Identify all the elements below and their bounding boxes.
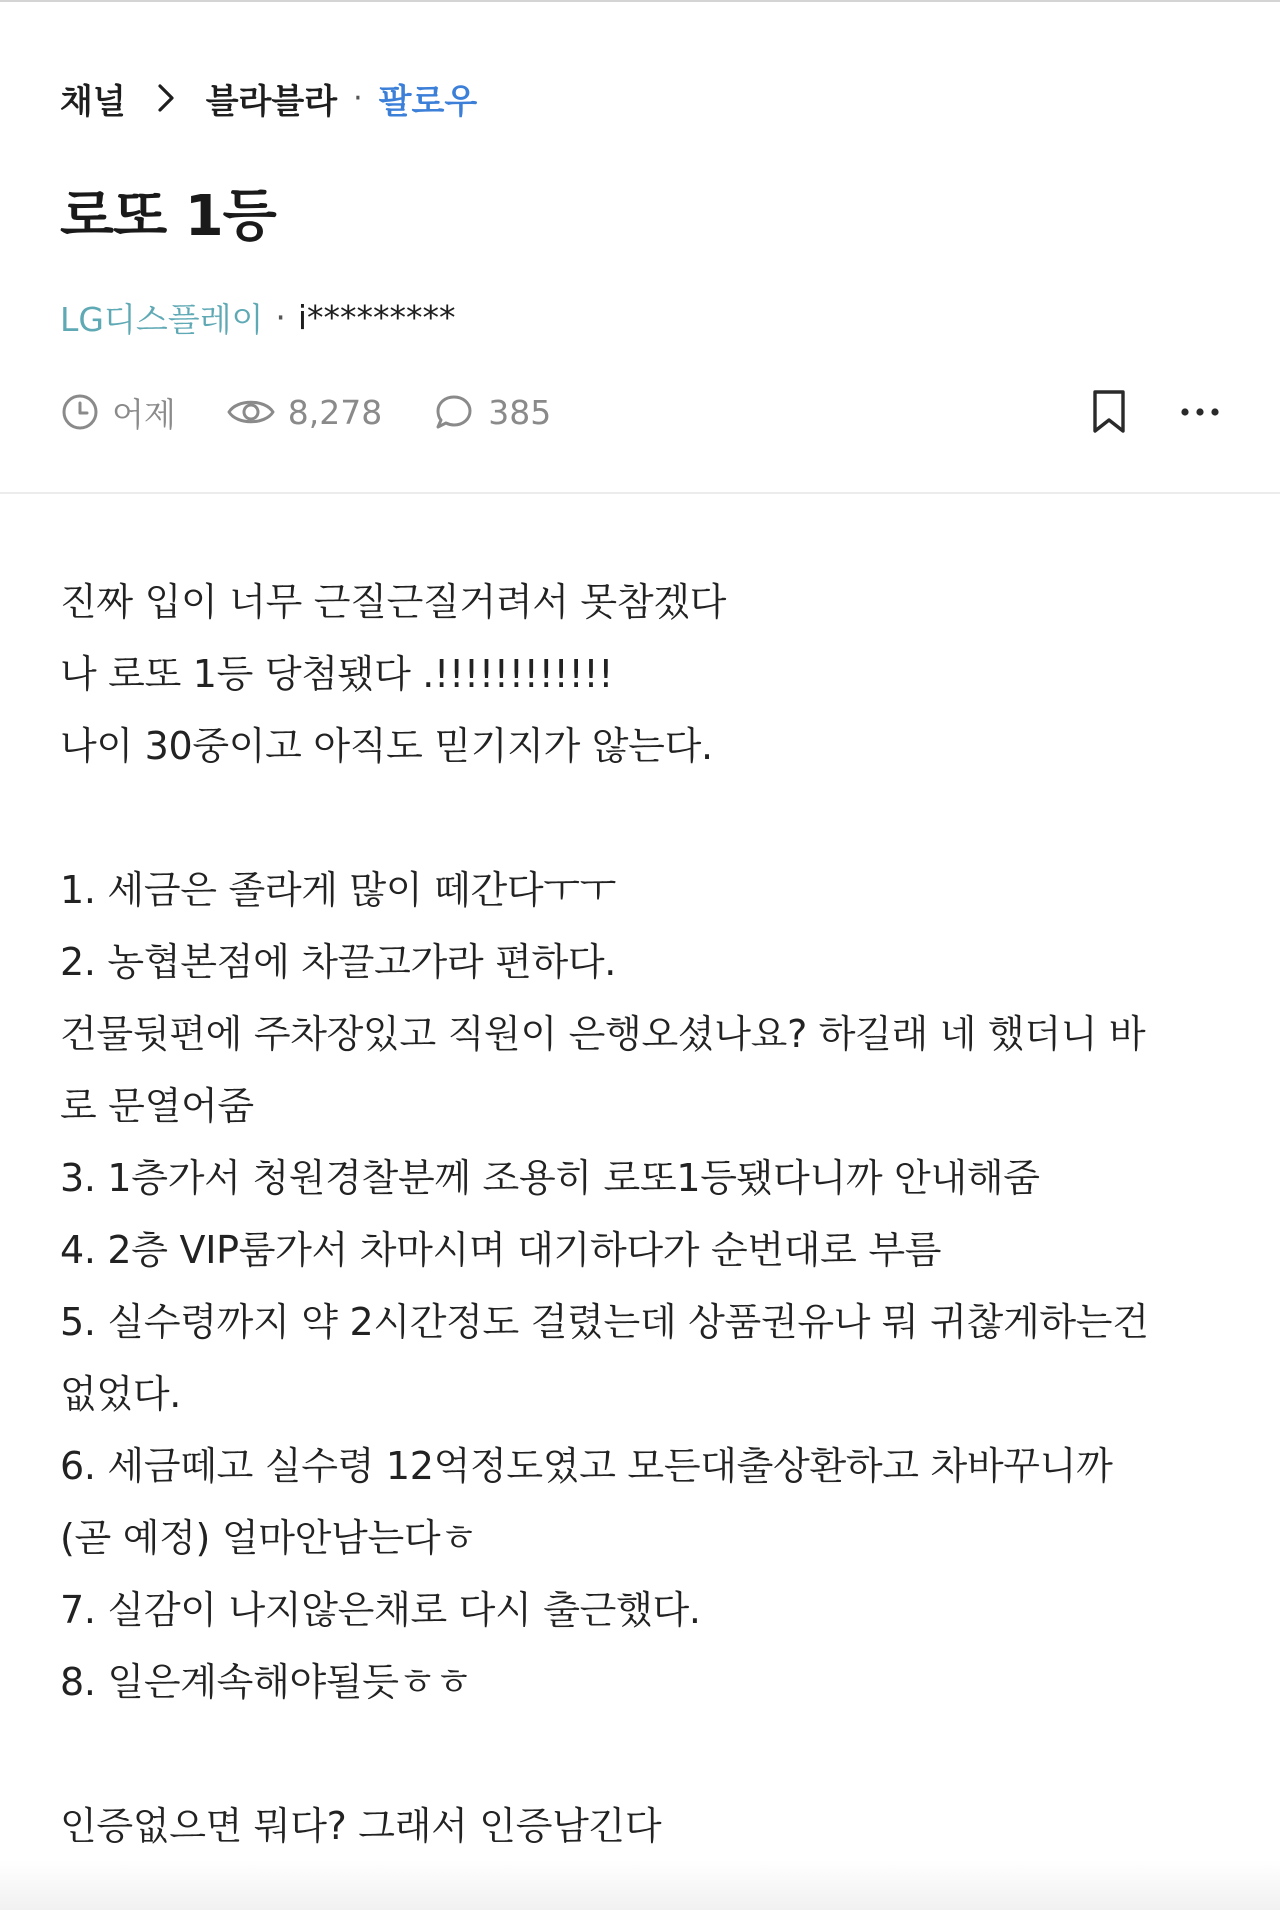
body-line: 3. 1층가서 청원경찰분께 조용히 로또1등됐다니까 안내해줌 bbox=[60, 1156, 1040, 1200]
body-line: 8. 일은계속해야될듯ㅎㅎ bbox=[60, 1660, 472, 1704]
follow-button[interactable]: 팔로우 bbox=[378, 81, 478, 122]
body-line: 7. 실감이 나지않은채로 다시 출근했다. bbox=[60, 1588, 701, 1632]
clock-icon bbox=[60, 392, 100, 432]
body-line: 5. 실수령까지 약 2시간정도 걸렸는데 상품권유나 뭐 귀찮게하는건 bbox=[60, 1300, 1149, 1344]
chevron-right-icon bbox=[156, 83, 176, 113]
body-line: 인증없으면 뭐다? 그래서 인증남긴다 bbox=[60, 1804, 662, 1848]
body-line: 로 문열어줌 bbox=[60, 1084, 254, 1128]
bookmark-button[interactable] bbox=[1090, 389, 1128, 435]
body-line: 1. 세금은 졸라게 많이 떼간다ㅜㅜ bbox=[60, 868, 617, 912]
header-divider bbox=[0, 492, 1280, 494]
post-meta bbox=[60, 386, 601, 438]
post-time-text: 어제 bbox=[112, 394, 176, 434]
post-body bbox=[60, 566, 1220, 1862]
body-line: 진짜 입이 너무 근질근질거려서 못참겠다 bbox=[60, 580, 727, 624]
author-name: i********* bbox=[297, 298, 456, 337]
post-time bbox=[60, 389, 176, 436]
more-dots-icon bbox=[1180, 406, 1220, 418]
post-title: 로또 1등 bbox=[60, 184, 276, 249]
more-options-button[interactable] bbox=[1180, 406, 1220, 418]
post-views-count: 8,278 bbox=[287, 392, 383, 432]
post-comments[interactable] bbox=[432, 392, 551, 432]
post-header bbox=[0, 0, 1280, 492]
body-line: (곧 예정) 얼마안남는다ㅎ bbox=[60, 1516, 477, 1560]
author-separator: · bbox=[275, 298, 286, 337]
body-line: 건물뒷편에 주차장있고 직원이 은행오셨나요? 하길래 네 했더니 바 bbox=[60, 1012, 1146, 1056]
breadcrumb bbox=[60, 72, 477, 124]
breadcrumb-board-link[interactable]: 블라블라 bbox=[205, 81, 338, 122]
breadcrumb-channel-link[interactable]: 채널 bbox=[60, 81, 126, 122]
comment-bubble-icon bbox=[432, 392, 476, 432]
author-line bbox=[60, 294, 456, 341]
post-comments-count: 385 bbox=[488, 392, 552, 432]
breadcrumb-separator: · bbox=[353, 80, 363, 116]
bottom-fade bbox=[0, 1860, 1280, 1910]
body-line: 나이 30중이고 아직도 믿기지가 않는다. bbox=[60, 724, 713, 768]
body-line: 6. 세금떼고 실수령 12억정도였고 모든대출상환하고 차바꾸니까 bbox=[60, 1444, 1113, 1488]
post-views bbox=[226, 392, 382, 432]
body-line: 2. 농협본점에 차끌고가라 편하다. bbox=[60, 940, 617, 984]
body-line: 없었다. bbox=[60, 1372, 182, 1416]
post-actions bbox=[1090, 386, 1220, 438]
body-blank-line bbox=[60, 782, 1220, 854]
eye-icon bbox=[226, 392, 276, 432]
body-line: 나 로또 1등 당첨됐다 .!!!!!!!!!!!! bbox=[60, 652, 614, 696]
body-line: 4. 2층 VIP룸가서 차마시며 대기하다가 순번대로 부름 bbox=[60, 1228, 942, 1272]
body-blank-line bbox=[60, 1718, 1220, 1790]
bookmark-icon bbox=[1090, 389, 1128, 435]
author-company-link[interactable]: LG디스플레이 bbox=[60, 300, 264, 339]
